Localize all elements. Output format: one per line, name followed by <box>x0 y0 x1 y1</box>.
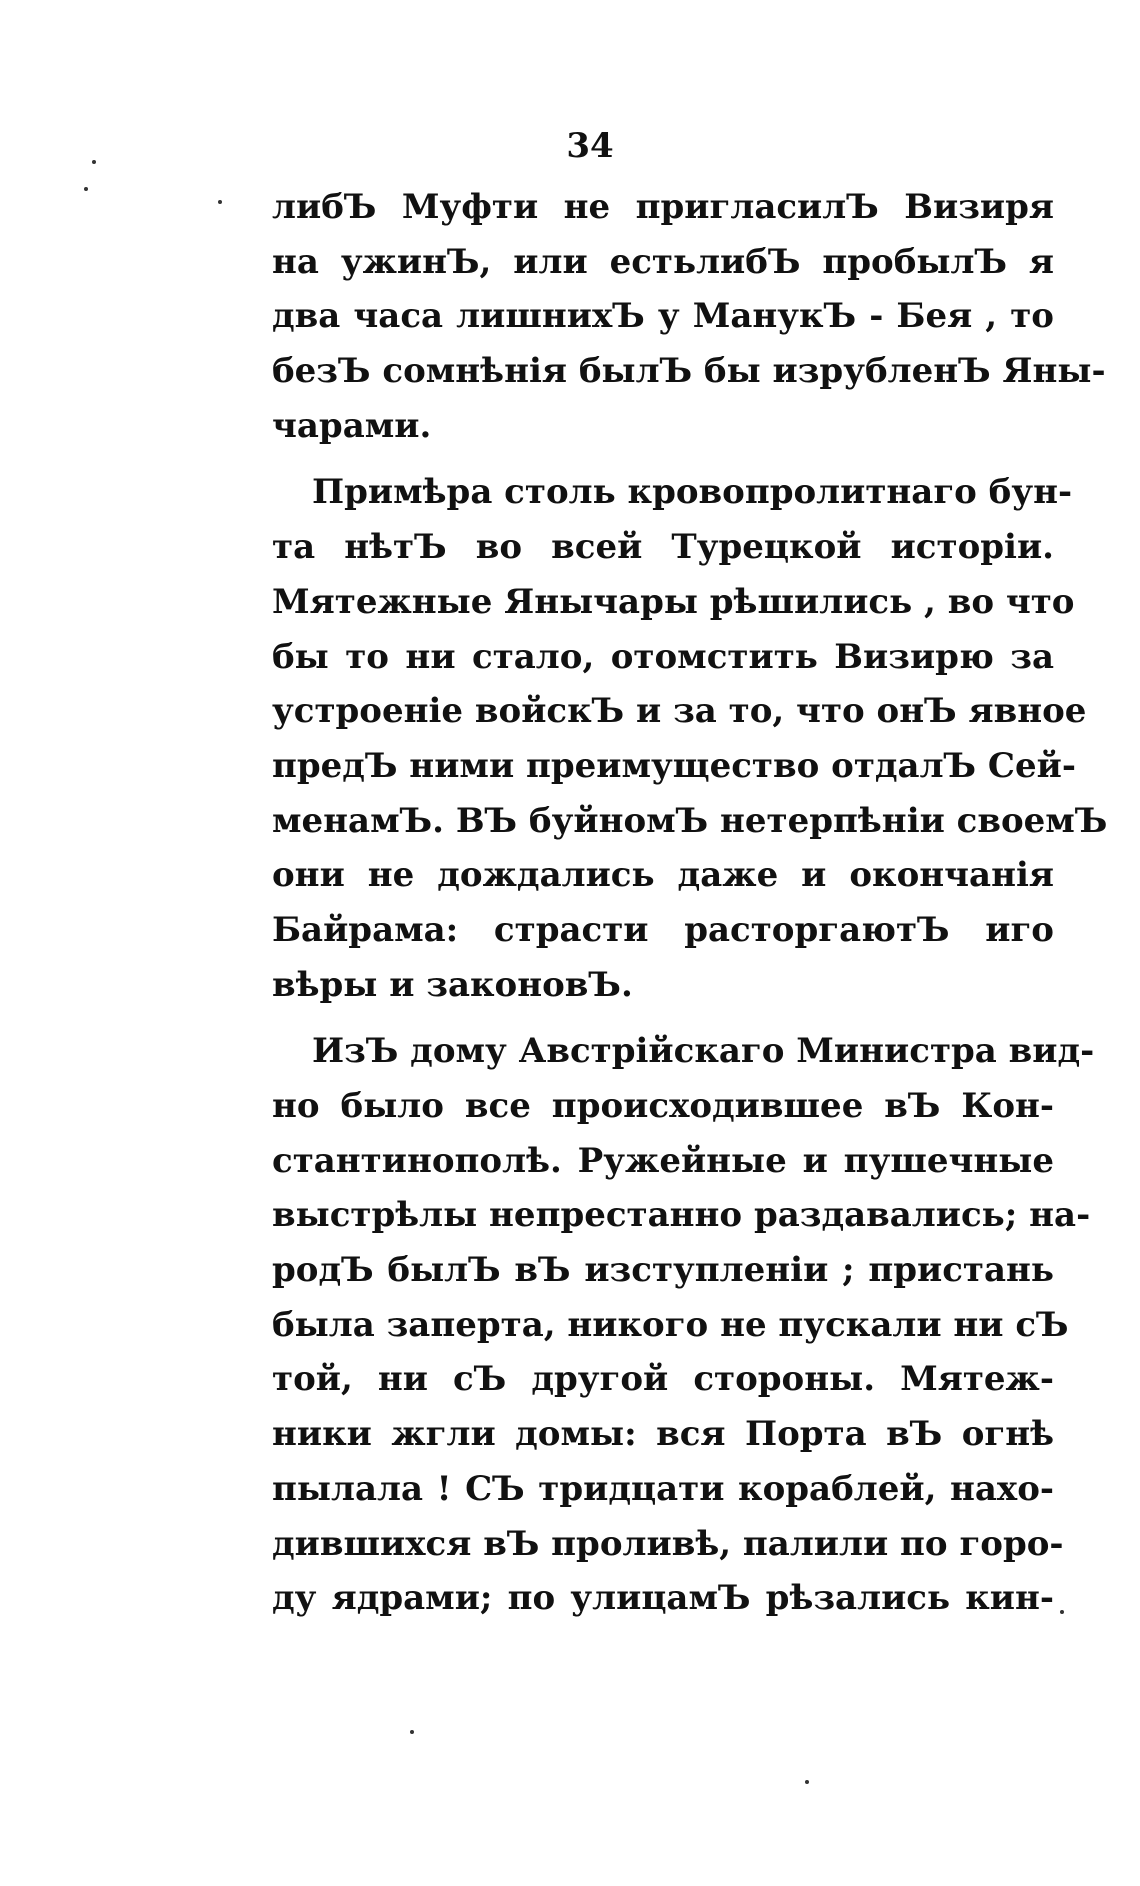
text-line: Мятежные Янычары рѣшились , во что <box>272 581 1075 622</box>
text-line: ду ядрами; по улицамЪ рѣзались кин- <box>272 1578 1054 1619</box>
text-line: предЪ ними преимущество отдалЪ Сей- <box>272 745 1076 786</box>
text-line: устроеніе войскЪ и за то, что онЪ явное <box>272 691 1087 732</box>
text-line: Байрама: страсти расторгаютЪ иго <box>272 909 1054 950</box>
text-line: была заперта, никого не пускали ни сЪ <box>272 1304 1069 1345</box>
text-line: вѣры и законовЪ. <box>272 964 633 1005</box>
scan-speck <box>805 1780 809 1784</box>
text-line: стантинополѣ. Ружейные и пушечные <box>272 1140 1054 1181</box>
text-line: менамЪ. ВЪ буйномЪ нетерпѣніи своемЪ <box>272 800 1108 841</box>
text-line: на ужинЪ, или естьлибЪ пробылЪ я <box>272 241 1054 282</box>
text-line: бы то ни стало, отомстить Визирю за <box>272 636 1054 677</box>
text-line: два часа лишнихЪ у МанукЪ - Бея , то <box>272 296 1054 337</box>
text-line: они не дождались даже и окончанія <box>272 855 1054 896</box>
paragraph <box>272 180 1106 453</box>
paragraph <box>272 465 1108 1012</box>
text-line: той, ни сЪ другой стороны. Мятеж- <box>272 1359 1054 1400</box>
scan-speck <box>410 1730 414 1734</box>
body-text <box>272 180 1108 1626</box>
text-line: ники жгли домы: вся Порта вЪ огнѣ <box>272 1414 1054 1455</box>
text-line: Примѣра столь кровопролитнаго бун- <box>312 472 1073 513</box>
page-number: 34 <box>566 126 614 166</box>
paragraph <box>272 1024 1095 1626</box>
scan-speck <box>92 160 96 164</box>
text-line: чарами. <box>272 405 432 446</box>
text-line: ИзЪ дому Австрійскаго Министра вид- <box>312 1031 1095 1072</box>
text-line: та нѣтЪ во всей Турецкой исторіи. <box>272 527 1054 568</box>
scan-speck <box>84 187 88 191</box>
text-line: родЪ былЪ вЪ изступленіи ; пристань <box>272 1250 1054 1291</box>
text-line: но было все происходившее вЪ Кон- <box>272 1086 1054 1126</box>
scan-speck <box>1060 1610 1064 1614</box>
text-line: выстрѣлы непрестанно раздавались; на- <box>272 1195 1091 1236</box>
text-line: либЪ Муфти не пригласилЪ Визиря <box>272 187 1054 227</box>
scan-speck <box>218 200 222 204</box>
text-line: безЪ сомнѣнія былЪ бы изрубленЪ Яны- <box>272 351 1106 392</box>
text-line: дившихся вЪ проливѣ, палили по горо- <box>272 1523 1064 1564</box>
text-line: пылала ! СЪ тридцати кораблей, нахо- <box>272 1468 1054 1509</box>
